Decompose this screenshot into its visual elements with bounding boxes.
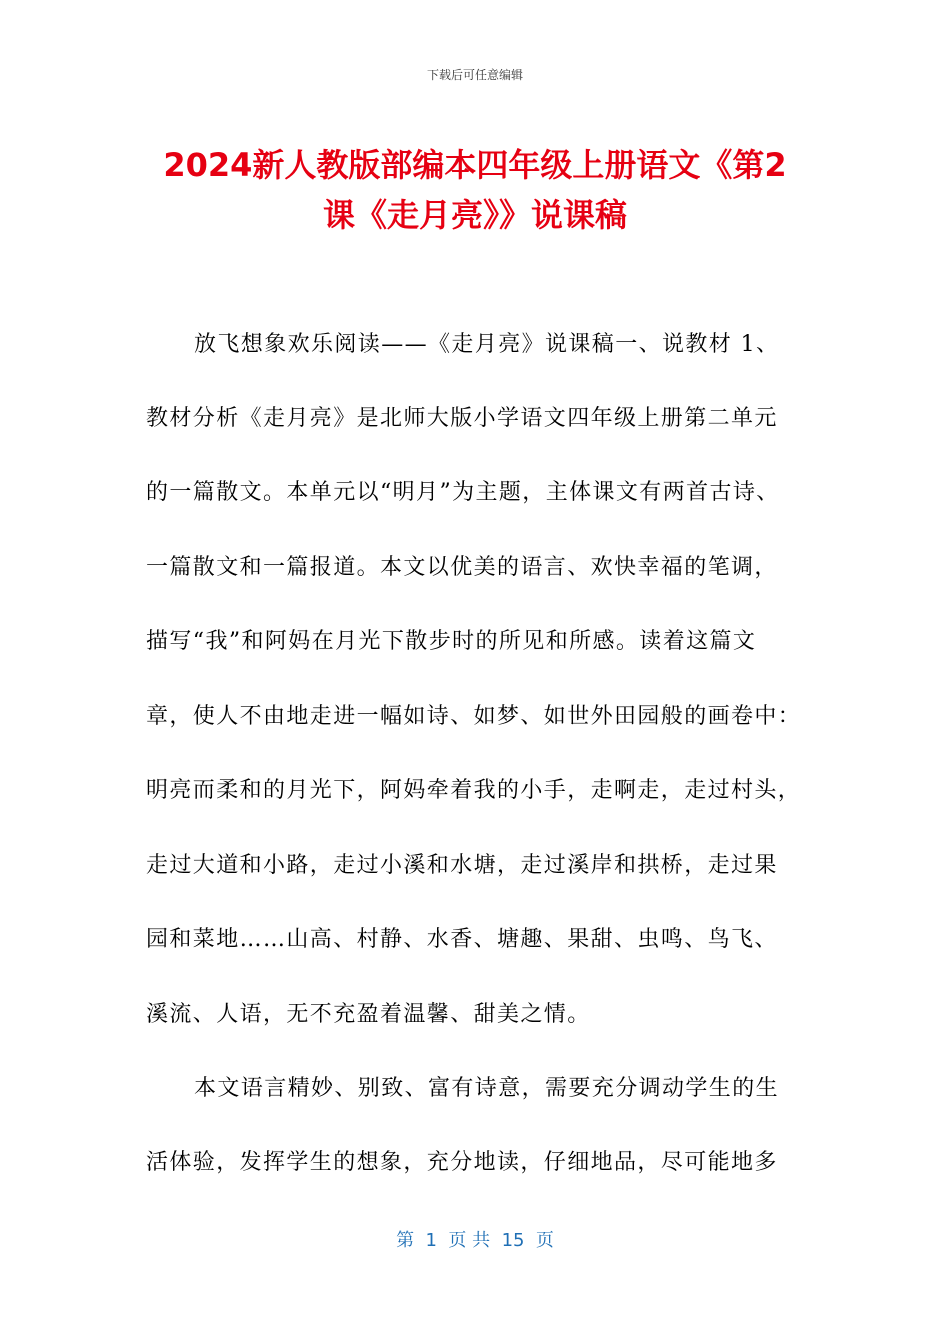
title-line-1: 2024新人教版部编本四年级上册语文《第2 bbox=[163, 146, 787, 184]
document-title bbox=[120, 140, 830, 240]
body-line: 教材分析《走月亮》是北师大版小学语文四年级上册第二单元 bbox=[146, 406, 778, 431]
title-line-2: 课《走月亮》》说课稿 bbox=[322, 196, 627, 234]
body-line: 放飞想象欢乐阅读——《走月亮》说课稿一、说教材 1、 bbox=[194, 332, 780, 357]
body-line: 活体验，发挥学生的想象，充分地读，仔细地品，尽可能地多 bbox=[146, 1150, 778, 1175]
header-note: 下载后可任意编辑 bbox=[426, 68, 523, 82]
body-line: 的一篇散文。本单元以“明月”为主题，主体课文有两首古诗、 bbox=[146, 480, 780, 505]
body-line: 一篇散文和一篇报道。本文以优美的语言、欢快幸福的笔调， bbox=[146, 555, 778, 580]
body-line: 明亮而柔和的月光下，阿妈牵着我的小手，走啊走，走过村头， bbox=[146, 778, 802, 803]
page-footer: 第 1 页 共 15 页 bbox=[396, 1230, 554, 1251]
body-line: 章，使人不由地走进一幅如诗、如梦、如世外田园般的画卷中： bbox=[146, 704, 802, 729]
body-line: 本文语言精妙、别致、富有诗意，需要充分调动学生的生 bbox=[194, 1076, 780, 1101]
body-line: 走过大道和小路，走过小溪和水塘，走过溪岸和拱桥，走过果 bbox=[146, 853, 778, 878]
body-line: 溪流、人语，无不充盈着温馨、甜美之情。 bbox=[146, 1002, 591, 1027]
body-line: 园和菜地……山高、村静、水香、塘趣、果甜、虫鸣、鸟飞、 bbox=[146, 927, 778, 952]
body-line: 描写“我”和阿妈在月光下散步时的所见和所感。读着这篇文 bbox=[146, 629, 757, 654]
